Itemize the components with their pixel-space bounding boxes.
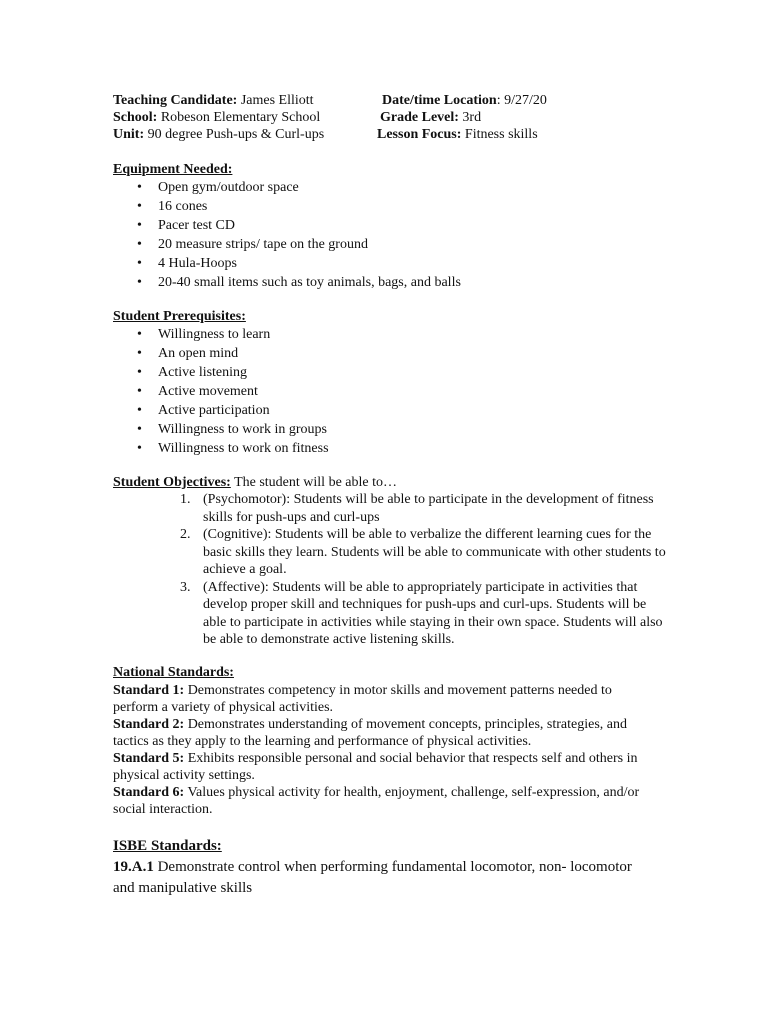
grade-level <box>380 109 481 126</box>
school-label: School: <box>113 110 158 125</box>
standard-label: Standard 6: <box>113 785 185 800</box>
standard-text: Exhibits responsible personal and social behavior that respects self and others in physical activity settings. <box>113 751 638 783</box>
list-item: • Open gym/outdoor space <box>137 179 461 198</box>
objective-number: 2. <box>180 527 191 542</box>
prerequisites-list <box>137 326 329 459</box>
unit-value: 90 degree Push-ups & Curl-ups <box>147 127 325 142</box>
list-item <box>180 526 670 579</box>
standard-label: Standard 1: <box>113 683 185 698</box>
datetime-value: : 9/27/20 <box>496 93 547 108</box>
list-item <box>180 491 670 526</box>
list-item <box>113 716 643 750</box>
list-item: • 20 measure strips/ tape on the ground <box>137 236 461 255</box>
list-item: • 20-40 small items such as toy animals, bags, and balls <box>137 274 461 293</box>
candidate-value: James Elliott <box>240 93 314 108</box>
list-item: • Active listening <box>137 364 329 383</box>
list-item: • Willingness to learn <box>137 326 329 345</box>
objectives-intro-text: The student will be able to… <box>234 475 397 490</box>
focus-label: Lesson Focus: <box>377 127 462 142</box>
objective-number: 1. <box>180 492 191 507</box>
datetime-label: Date/time Location <box>382 93 497 108</box>
unit-label: Unit: <box>113 127 145 142</box>
list-item <box>180 579 670 649</box>
equipment-title: Equipment Needed: <box>113 162 233 177</box>
lesson-focus <box>377 126 538 143</box>
national-standards-title: National Standards: <box>113 665 234 680</box>
list-item: • Pacer test CD <box>137 217 461 236</box>
school-value: Robeson Elementary School <box>160 110 321 125</box>
teaching-candidate <box>113 92 314 109</box>
standard-label: Standard 5: <box>113 751 185 766</box>
objective-text: (Psychomotor): Students will be able to participate in the development of fitness skills for push-ups and curl-ups <box>203 492 654 525</box>
candidate-label: Teaching Candidate: <box>113 93 238 108</box>
list-item <box>113 682 643 716</box>
objective-number: 3. <box>180 579 191 595</box>
national-standards-list <box>113 682 643 818</box>
objectives-title: Student Objectives: <box>113 475 231 490</box>
equipment-list <box>137 179 461 293</box>
prerequisites-title: Student Prerequisites: <box>113 309 246 324</box>
list-item: • Willingness to work in groups <box>137 421 329 440</box>
grade-value: 3rd <box>462 110 482 125</box>
standard-label: Standard 2: <box>113 717 185 732</box>
school <box>113 109 320 126</box>
list-item: • Active movement <box>137 383 329 402</box>
objectives-intro <box>113 474 397 491</box>
isbe-standard-label: 19.A.1 <box>113 859 154 875</box>
list-item: • 4 Hula-Hoops <box>137 255 461 274</box>
standard-text: Demonstrates understanding of movement concepts, principles, strategies, and tactics as they apply to the learning and performance of physical activities. <box>113 717 628 749</box>
unit <box>113 126 324 143</box>
isbe-standards-title: ISBE Standards: <box>113 838 222 854</box>
list-item: • Active participation <box>137 402 329 421</box>
list-item <box>113 750 643 784</box>
list-item: • Willingness to work on fitness <box>137 440 329 459</box>
standard-text: Values physical activity for health, enjoyment, challenge, self-expression, and/or social interaction. <box>113 785 640 817</box>
standard-text: Demonstrates competency in motor skills and movement patterns needed to perform a variety of physical activities. <box>113 683 612 715</box>
date-time-location <box>382 92 547 109</box>
grade-label: Grade Level: <box>380 110 459 125</box>
objective-text: (Cognitive): Students will be able to verbalize the different learning cues for the basic skills they learn. Students will be able to communicate with other students to achieve a goal. <box>203 527 666 577</box>
objective-text: (Affective): Students will be able to appropriately participate in activities that develop proper skill and techniques for push-ups and curl-ups. Students will be able to participate in activities while staying in their own space. Students will also be able to demonstrate active listening skills. <box>203 579 663 647</box>
isbe-standard-text: Demonstrate control when performing fundamental locomotor, non- locomotor and manipulative skills <box>113 859 632 896</box>
isbe-standard-item <box>113 857 653 899</box>
list-item: • An open mind <box>137 345 329 364</box>
list-item <box>113 784 643 818</box>
focus-value: Fitness skills <box>464 127 538 142</box>
list-item: • 16 cones <box>137 198 461 217</box>
objectives-list <box>180 491 670 649</box>
